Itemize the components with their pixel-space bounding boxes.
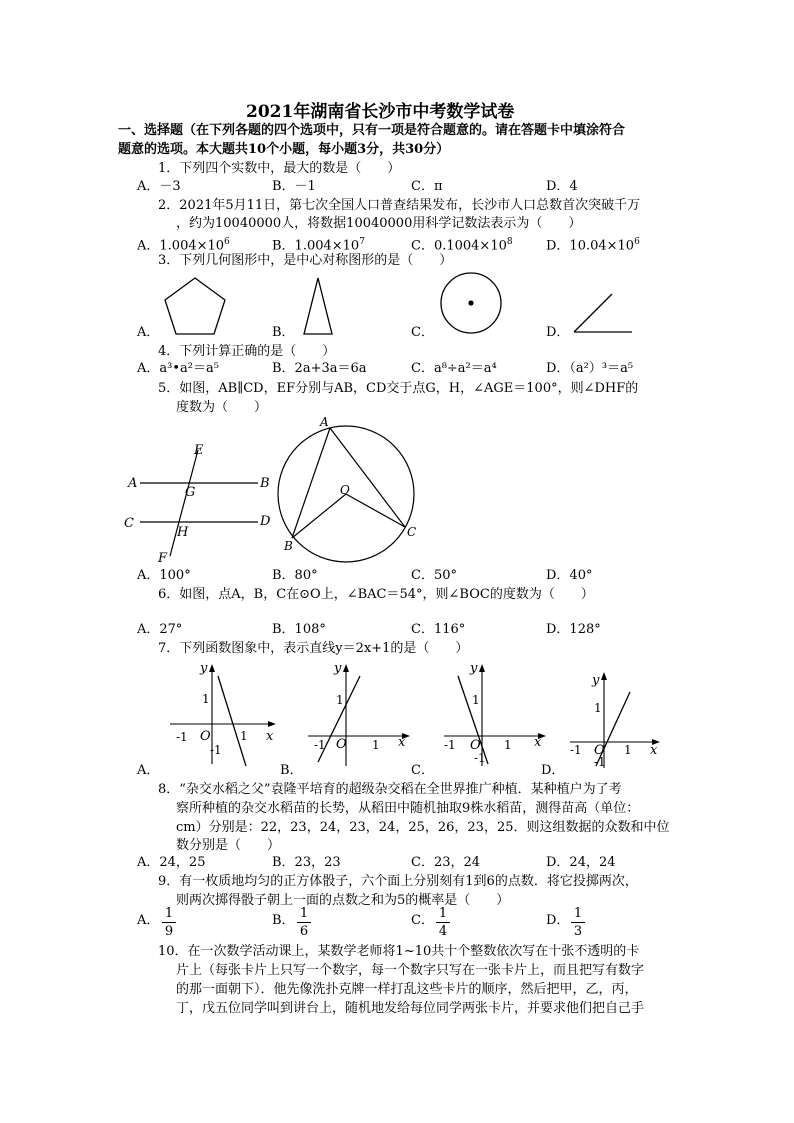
- q6-option-a: A．27°: [137, 622, 183, 637]
- svg-text:x: x: [650, 743, 658, 758]
- q5-stem-line1: 5．如图，AB∥CD，EF分别与AB，CD交于点G，H，∠AGE＝100°，则∠DHF的: [158, 381, 639, 396]
- pentagon-figure: [160, 274, 230, 338]
- q7-option-a: A．: [137, 763, 160, 778]
- label-c: C: [124, 516, 134, 531]
- label-b: B: [260, 476, 270, 491]
- q3-option-d: D．: [546, 325, 570, 340]
- page-title: 2021年湖南省长沙市中考数学试卷: [246, 102, 515, 122]
- label-f: F: [158, 551, 168, 566]
- section-heading-line1: 一、选择题（在下列各题的四个选项中，只有一项是符合题意的。请在答题卡中填涂符合: [118, 123, 626, 138]
- q9-option-a: A．: [137, 913, 160, 928]
- svg-text:1: 1: [240, 729, 248, 743]
- svg-text:1: 1: [336, 693, 344, 707]
- svg-text:x: x: [398, 735, 406, 750]
- svg-text:-1: -1: [176, 730, 188, 744]
- q10-stem-line2: 片上（每张卡片上只写一个数字，每一个数字只写在一张卡片上，而且把写有数字: [176, 963, 645, 978]
- q8-stem-line4: 数分别是（ ）: [176, 838, 281, 853]
- q7-option-c: C．: [411, 763, 434, 778]
- svg-text:-1: -1: [314, 738, 326, 752]
- q4-option-b: B．2a+3a＝6a: [272, 361, 367, 376]
- graph-d: [566, 668, 666, 768]
- svg-text:O: O: [336, 737, 347, 752]
- q6-option-d: D．128°: [546, 622, 601, 637]
- q2-option-c: C．$0.1004\times 10^8$: [411, 237, 513, 254]
- svg-text:y: y: [334, 661, 342, 676]
- q3-option-b: B．: [272, 325, 295, 340]
- graph-b: [300, 656, 418, 768]
- label-o: O: [340, 483, 350, 497]
- triangle-figure: [296, 274, 340, 338]
- q9-stem-line2: 则两次掷得骰子朝上一面的点数之和为5的概率是（ ）: [176, 893, 510, 908]
- q3-option-a: A．: [137, 325, 160, 340]
- q8-option-b: B．23，23: [272, 855, 341, 870]
- q9-option-a-fraction: 1 9: [162, 906, 176, 939]
- q4-option-d: D．（a²）³＝a⁵: [546, 361, 634, 376]
- q5-option-d: D．40°: [546, 568, 593, 583]
- label-a: A: [320, 415, 329, 429]
- q8-stem-line1: 8．“杂交水稻之父”袁隆平培育的超级杂交稻在全世界推广种植．某种植户为了考: [158, 782, 622, 797]
- svg-text:1: 1: [472, 693, 480, 707]
- q2-stem-line2: ，约为10040000人，将数据10040000用科学记数法表示为（ ）: [176, 216, 582, 231]
- label-c: C: [407, 525, 417, 539]
- svg-text:O: O: [470, 738, 481, 753]
- q5-option-b: B．80°: [272, 568, 318, 583]
- q9-option-b: B．: [272, 913, 295, 928]
- q9-stem-line1: 9．有一枚质地均匀的正方体骰子，六个面上分别刻有1到6的点数．将它投掷两次，: [158, 874, 638, 889]
- label-b: B: [284, 539, 293, 553]
- label-h: H: [177, 525, 189, 540]
- svg-text:O: O: [200, 729, 211, 744]
- q2-option-a: A．$1.004\times 10^6$: [137, 237, 230, 254]
- q5-option-c: C．50°: [411, 568, 457, 583]
- svg-text:x: x: [534, 735, 542, 750]
- q1-option-c: C．π: [411, 179, 443, 194]
- q5-option-a: A．100°: [137, 568, 191, 583]
- q9-option-d-fraction: 1 3: [571, 906, 585, 939]
- q4-stem: 4．下列计算正确的是（ ）: [158, 344, 336, 359]
- q7-stem: 7．下列函数图象中，表示直线y＝2x+1的是（ ）: [158, 641, 469, 656]
- q8-stem-line2: 察所种植的杂交水稻苗的长势，从稻田中随机抽取9株水稻苗，测得苗高（单位：: [176, 801, 640, 816]
- parallel-lines-figure: [120, 440, 280, 568]
- q5-stem-line2: 度数为（ ）: [176, 400, 268, 415]
- svg-text:1: 1: [594, 701, 602, 715]
- label-a: A: [128, 476, 138, 491]
- q9-option-c: C．: [411, 913, 434, 928]
- q8-option-a: A．24，25: [137, 855, 206, 870]
- q2-option-d: D．$10.04\times 10^6$: [546, 237, 640, 254]
- q6-stem: 6．如图，点A，B，C在⊙O上，∠BAC＝54°，则∠BOC的度数为（ ）: [158, 587, 594, 602]
- q8-option-d: D．24，24: [546, 855, 616, 870]
- q1-option-b: B．－1: [272, 179, 316, 194]
- svg-text:-1: -1: [444, 738, 456, 752]
- q8-stem-line3: cm）分别是：22，23，24，23，24，25，26，23，25．则这组数据的众数和中位: [176, 820, 670, 835]
- q4-option-a: A．a³•a²＝a⁵: [137, 361, 219, 376]
- q4-option-c: C．a⁸÷a²＝a⁴: [411, 361, 497, 376]
- label-d: D: [260, 514, 271, 529]
- q1-option-d: D．4: [546, 179, 578, 194]
- q3-option-c: C．: [411, 325, 434, 340]
- svg-text:-1: -1: [594, 755, 606, 768]
- svg-text:-1: -1: [210, 743, 222, 757]
- svg-text:x: x: [266, 729, 274, 744]
- svg-text:y: y: [200, 661, 208, 676]
- graph-c: [436, 656, 554, 768]
- svg-text:-1: -1: [474, 751, 486, 765]
- label-g: G: [185, 485, 196, 500]
- svg-text:O: O: [594, 743, 605, 758]
- label-e: E: [194, 443, 204, 458]
- q6-option-c: C．116°: [411, 622, 466, 637]
- svg-text:1: 1: [202, 692, 210, 706]
- q2-option-b: B．$1.004\times 10^7$: [272, 237, 365, 254]
- circle-figure: [438, 270, 504, 336]
- q8-option-c: C．23，24: [411, 855, 481, 870]
- svg-text:y: y: [592, 673, 600, 688]
- q10-stem-line3: 的那一面朝下）．他先像洗扑克牌一样打乱这些卡片的顺序，然后把甲，乙，丙，: [176, 982, 638, 997]
- q3-stem: 3．下列几何图形中，是中心对称图形的是（ ）: [158, 253, 453, 268]
- q6-option-b: B．108°: [272, 622, 326, 637]
- q2-stem-line1: 2．2021年5月11日，第七次全国人口普查结果发布，长沙市人口总数首次突破千万: [158, 198, 641, 213]
- q9-option-d: D．: [546, 913, 570, 928]
- q1-stem: 1．下列四个实数中，最大的数是（ ）: [158, 161, 401, 176]
- angle-figure: [570, 290, 636, 336]
- q1-option-a: A．－3: [137, 179, 181, 194]
- svg-text:1: 1: [504, 738, 512, 752]
- svg-text:-1: -1: [570, 743, 582, 757]
- q7-option-d: D．: [541, 763, 565, 778]
- q7-option-b: B．: [280, 763, 303, 778]
- svg-text:1: 1: [372, 738, 380, 752]
- graph-a: [162, 656, 282, 768]
- inscribed-angle-figure: [272, 414, 422, 564]
- q10-stem-line1: 10．在一次数学活动课上，某数学老师将1~10共十个整数依次写在十张不透明的卡: [158, 944, 640, 959]
- q9-option-c-fraction: 1 4: [436, 906, 450, 939]
- q10-stem-line4: 丁，戊五位同学叫到讲台上，随机地发给每位同学两张卡片，并要求他们把自己手: [176, 1001, 645, 1016]
- q9-option-b-fraction: 1 6: [297, 906, 311, 939]
- svg-text:y: y: [470, 661, 478, 676]
- section-heading-line2: 题意的选项。本大题共10个小题，每小题3分，共30分）: [118, 142, 450, 157]
- svg-text:1: 1: [624, 743, 632, 757]
